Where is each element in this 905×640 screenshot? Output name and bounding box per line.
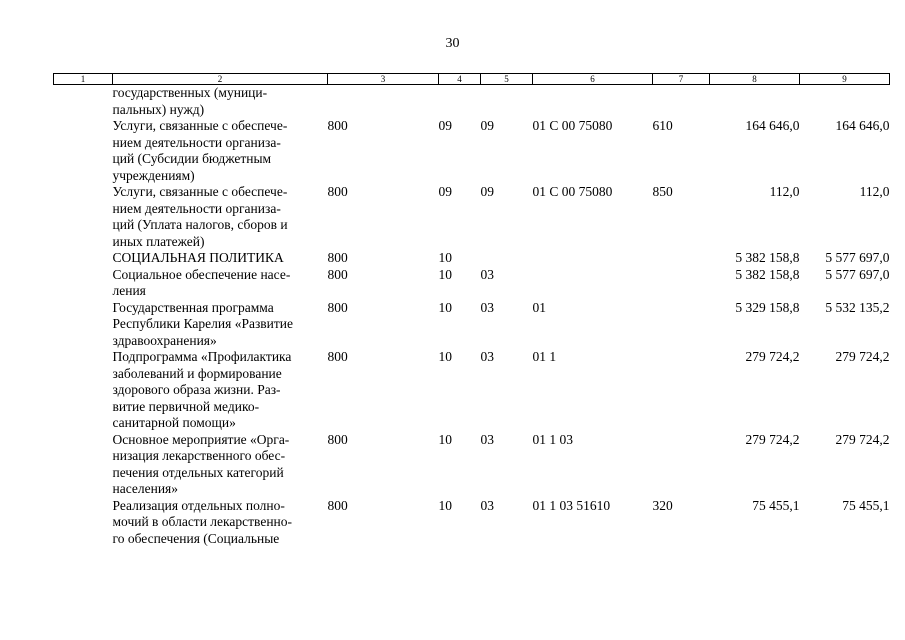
ministry-code: 800: [327, 299, 348, 315]
subsection-code: 03: [480, 349, 494, 364]
amount-year-2: 164 646,0: [835, 118, 890, 133]
ministry-code: 800: [327, 184, 348, 199]
target-article-code: 01 1 03 51610: [532, 497, 611, 513]
item-name: Основное мероприятие «Орга- низация лекарственного обес- печения отдельных категорий населения»: [112, 431, 290, 496]
subsection-code: [481, 250, 533, 267]
empty-cell: [54, 432, 113, 498]
column-number-row: [54, 74, 890, 85]
target-article-code: [533, 267, 653, 300]
table-row: [54, 349, 890, 432]
item-name: Реализация отдельных полно- мочий в области лекарственно- го обеспечения (Социальные: [112, 497, 293, 546]
section-code: 10: [438, 250, 452, 265]
amount-year-2: 5 577 697,0: [825, 250, 890, 265]
amount-year-2: 5 532 135,2: [825, 299, 890, 315]
section-code: 09: [438, 118, 452, 133]
target-article-code: 01 С 00 75080: [532, 118, 613, 133]
target-article-code: 01: [532, 299, 546, 315]
column-header: 1: [54, 74, 113, 85]
empty-cell: [54, 498, 113, 548]
section-code: 10: [438, 266, 452, 282]
amount-year-1: 279 724,2: [745, 349, 800, 364]
amount-year-1: [710, 85, 800, 119]
section-code: 09: [438, 184, 452, 199]
section-code: 10: [438, 431, 452, 447]
column-header: 8: [710, 74, 800, 85]
target-article-code: 01 1 03: [532, 431, 573, 447]
section-code: [439, 85, 481, 119]
empty-cell: [54, 85, 113, 119]
section-code: 10: [438, 349, 452, 364]
expense-type-code: 320: [652, 497, 673, 513]
item-name: Подпрограмма «Профилактика заболеваний и формирование здорового образа жизни. Раз- витие первичной медико- санитарной помощи»: [112, 349, 292, 430]
ministry-code: [328, 85, 439, 119]
column-header: 4: [439, 74, 481, 85]
amount-year-1: 279 724,2: [745, 431, 800, 447]
column-header: 6: [533, 74, 653, 85]
section-code: 10: [438, 497, 452, 513]
empty-cell: [54, 349, 113, 432]
section-code: 10: [438, 299, 452, 315]
expense-type-code: 610: [652, 118, 673, 133]
table-row: [54, 184, 890, 250]
item-name: государственных (муници- пальных) нужд): [112, 85, 268, 117]
expense-type-code: [653, 300, 710, 350]
table-row: [54, 498, 890, 548]
subsection-code: 03: [480, 299, 494, 315]
subsection-code: 03: [480, 431, 494, 447]
ministry-code: 800: [327, 118, 348, 133]
amount-year-1: 5 329 158,8: [735, 299, 800, 315]
table-row: [54, 267, 890, 300]
expense-type-code: [653, 267, 710, 300]
empty-cell: [54, 184, 113, 250]
ministry-code: 800: [327, 266, 348, 282]
subsection-code: 09: [480, 118, 494, 133]
table-row: [54, 250, 890, 267]
target-article-code: 01 С 00 75080: [532, 184, 613, 199]
column-header: 9: [800, 74, 890, 85]
amount-year-2: 279 724,2: [835, 349, 890, 364]
expense-type-code: [653, 432, 710, 498]
table-row: [54, 118, 890, 184]
subsection-code: 03: [480, 497, 494, 513]
column-header: 2: [113, 74, 328, 85]
column-header: 7: [653, 74, 710, 85]
amount-year-1: 5 382 158,8: [735, 266, 800, 282]
amount-year-1: 75 455,1: [752, 497, 800, 513]
expense-type-code: [653, 85, 710, 119]
column-header: 3: [328, 74, 439, 85]
empty-cell: [54, 118, 113, 184]
ministry-code: 800: [327, 250, 348, 265]
target-article-code: 01 1: [532, 349, 557, 364]
budget-table-body: [54, 85, 890, 548]
expense-type-code: [653, 349, 710, 432]
amount-year-2: 279 724,2: [835, 431, 890, 447]
target-article-code: [533, 85, 653, 119]
amount-year-1: 164 646,0: [745, 118, 800, 133]
table-row: [54, 85, 890, 119]
item-name: Государственная программа Республики Карелия «Развитие здравоохранения»: [112, 299, 294, 348]
expense-type-code: 850: [652, 184, 673, 199]
expense-type-code: [653, 250, 710, 267]
empty-cell: [54, 250, 113, 267]
item-name: Услуги, связанные с обеспече- нием деятельности организа- ций (Уплата налогов, сборов и иных платежей): [112, 184, 288, 249]
amount-year-2: 75 455,1: [842, 497, 890, 513]
empty-cell: [54, 300, 113, 350]
budget-table: [53, 73, 890, 547]
item-name: СОЦИАЛЬНАЯ ПОЛИТИКА: [112, 250, 284, 265]
target-article-code: [533, 250, 653, 267]
amount-year-2: 112,0: [859, 184, 890, 199]
amount-year-1: 5 382 158,8: [735, 250, 800, 265]
subsection-code: 09: [480, 184, 494, 199]
empty-cell: [54, 267, 113, 300]
ministry-code: 800: [327, 349, 348, 364]
column-header: 5: [481, 74, 533, 85]
table-row: [54, 432, 890, 498]
subsection-code: 03: [480, 266, 494, 282]
item-name: Социальное обеспечение насе- ления: [112, 266, 291, 298]
subsection-code: [481, 85, 533, 119]
amount-year-1: 112,0: [769, 184, 800, 199]
table-row: [54, 300, 890, 350]
ministry-code: 800: [327, 431, 348, 447]
amount-year-2: 5 577 697,0: [825, 266, 890, 282]
amount-year-2: [800, 85, 890, 119]
ministry-code: 800: [327, 497, 348, 513]
page-number: 30: [445, 36, 460, 51]
item-name: Услуги, связанные с обеспече- нием деятельности организа- ций (Субсидии бюджетным учреждениям): [112, 118, 288, 183]
